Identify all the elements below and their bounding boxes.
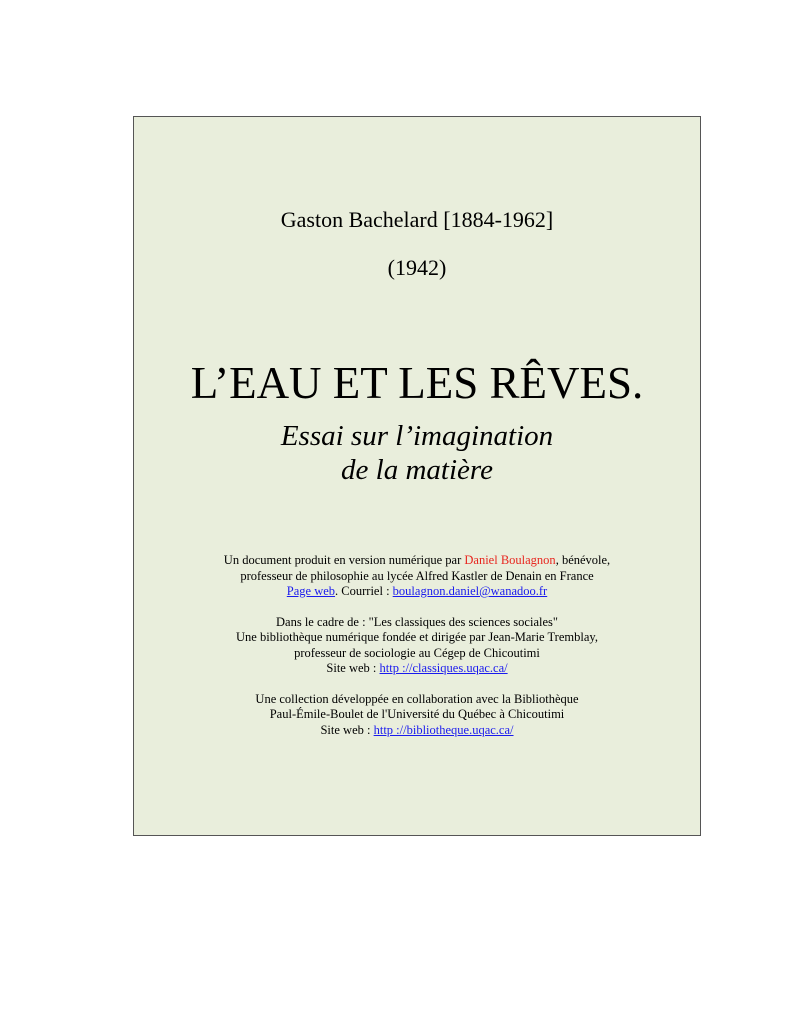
subtitle-line-2: de la matière [341,454,493,486]
digitization-line-1 [134,553,700,569]
library-line-1: Une collection développée en collaboration avec la Bibliothèque [255,691,579,706]
classiques-site-label: Site web : [326,661,380,675]
library-line-2: Paul-Émile-Boulet de l'Université du Québec à Chicoutimi [269,707,565,721]
publication-year: (1942) [387,255,447,280]
volunteer-name: Daniel Boulagnon [464,553,556,567]
book-subtitle [134,419,700,487]
book-title: L’EAU ET LES RÊVES. [190,358,644,408]
collection-line-4 [134,661,700,677]
digitization-prefix: Un document produit en version numérique par [223,553,465,567]
digitization-line-2: professeur de philosophie au lycée Alfred Kastler de Denain en France [240,568,594,583]
courriel-label: . Courriel : [335,584,393,598]
library-site-label: Site web : [320,722,374,737]
author-line: Gaston Bachelard [1884-1962] [280,207,554,232]
library-site-link[interactable]: http ://bibliotheque.uqac.ca/ [373,722,514,737]
collection-line-3: professeur de sociologie au Cégep de Chicoutimi [294,645,540,660]
email-link[interactable]: boulagnon.daniel@wanadoo.fr [392,584,548,598]
digitization-line-3 [134,584,700,600]
subtitle-line-1: Essai sur l’imagination [280,420,554,452]
page-web-link[interactable]: Page web [286,584,336,598]
credits-block [134,553,700,753]
cover-page [133,116,701,836]
collection-line-1: Dans le cadre de : "Les classiques des sciences sociales" [276,614,558,629]
library-line-3 [134,723,700,739]
classiques-site-link[interactable]: http ://classiques.uqac.ca/ [379,661,508,675]
library-credit [134,692,700,739]
collection-credit [134,615,700,677]
collection-line-2: Une bibliothèque numérique fondée et dirigée par Jean-Marie Tremblay, [236,630,598,644]
digitization-credit [134,553,700,600]
digitization-suffix: , bénévole, [555,553,611,567]
